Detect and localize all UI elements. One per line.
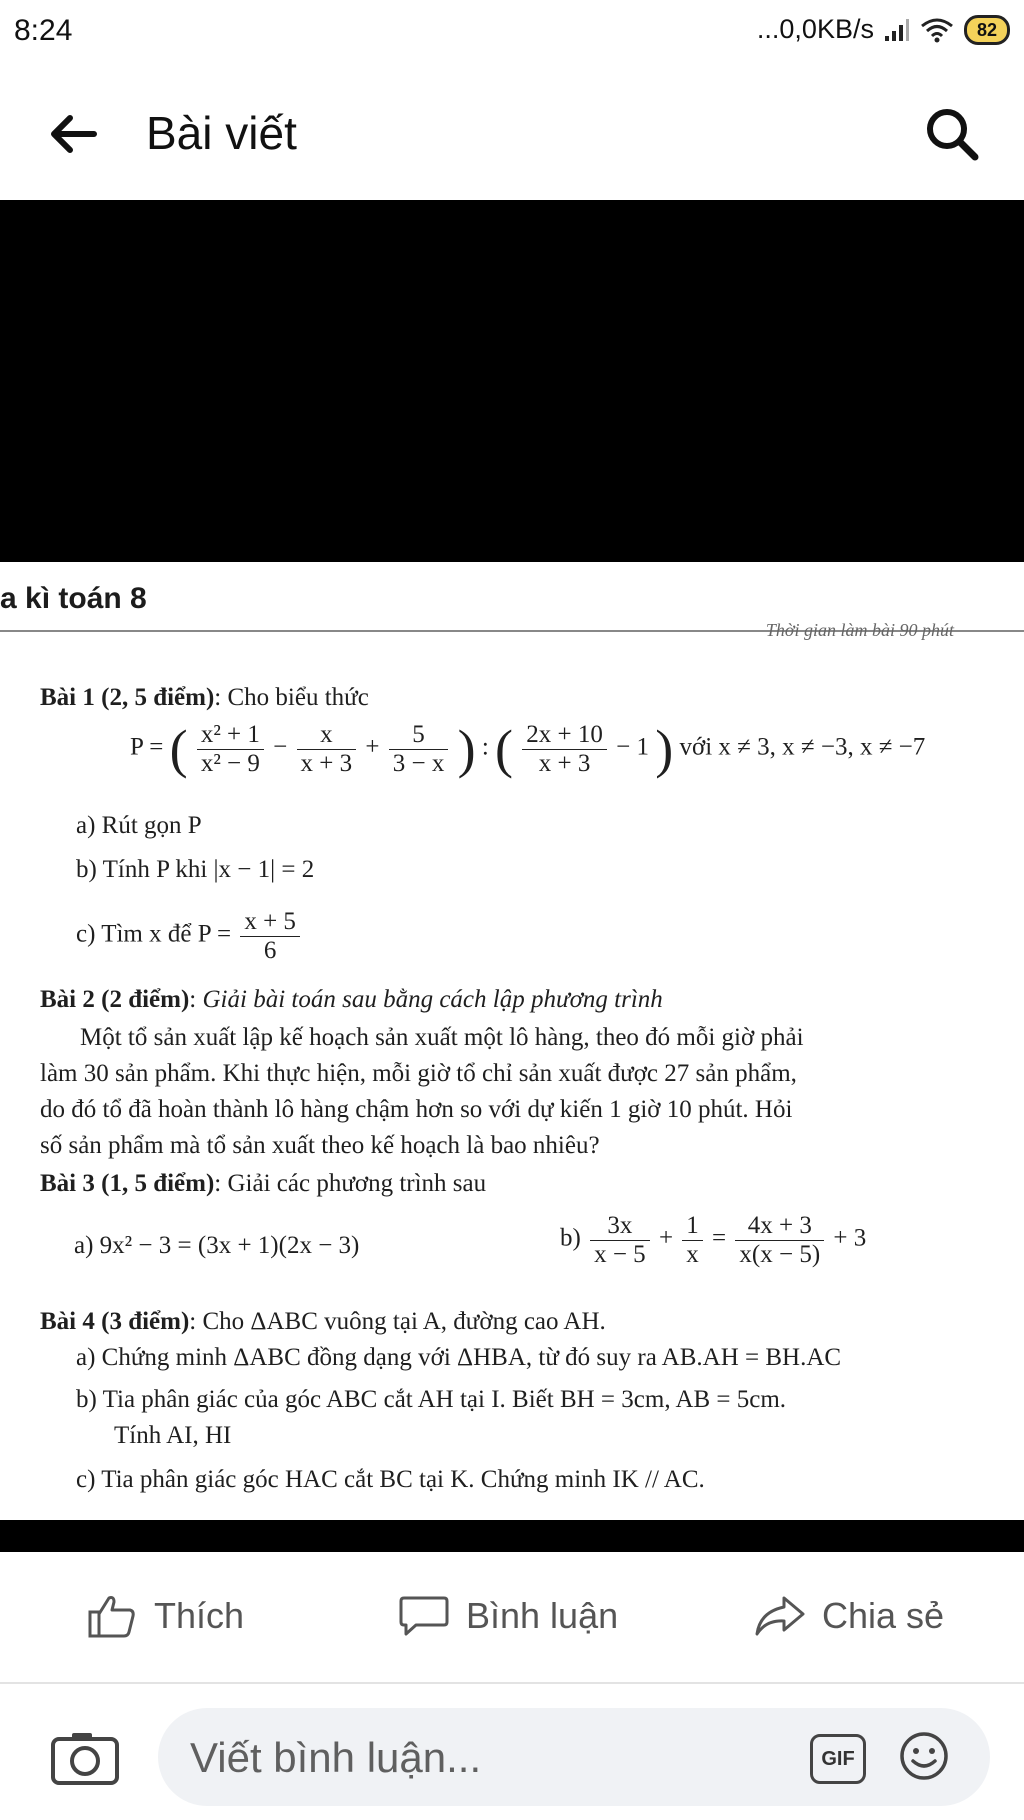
b1-condition: với x ≠ 3, x ≠ −3, x ≠ −7 [679,733,926,761]
b2-line-3: do đó tổ đã hoàn thành lô hàng chậm hơn so với dự kiến 1 giờ 10 phút. Hỏi [40,1096,793,1123]
b1-f3-den: 3 − x [392,749,445,777]
b2-line-2: làm 30 sản phẩm. Khi thực hiện, mỗi giờ tổ chỉ sản xuất được 27 sản phẩm, [40,1060,797,1087]
like-button[interactable] [86,1592,244,1640]
b3-f3-den: x(x − 5) [739,1240,821,1268]
b1-frac-2 [297,721,357,777]
post-actions [0,1552,1024,1682]
post-bottom-black [0,1520,1024,1552]
b1-part-a: a) Rút gọn P [76,812,202,839]
b1-part-b: b) Tính P khi |x − 1| = 2 [76,856,315,883]
b1-part-c [76,908,303,964]
b2-intro: Giải bài toán sau bằng cách lập phương trình [202,986,663,1013]
b4-part-a: a) Chứng minh ΔABC đồng dạng với ΔHBA, từ đó suy ra AB.AH = BH.AC [76,1344,842,1371]
b4-part-b-1: b) Tia phân giác của góc ABC cắt AH tại I. Biết BH = 3cm, AB = 5cm. [76,1386,787,1413]
b2-line-4: số sản phẩm mà tổ sản xuất theo kế hoạch là bao nhiêu? [40,1132,600,1159]
paren-open-2: ( [495,719,514,779]
b3-b-frac-2 [682,1212,703,1268]
comment-box[interactable] [158,1708,990,1806]
b1-c-pre: c) Tìm x để P = [76,920,232,948]
b4-part-c: c) Tia phân giác góc HAC cắt BC tại K. Chứng minh IK // AC. [76,1466,705,1493]
b4-heading-line [40,1308,606,1336]
b1-head: Bài 1 (2, 5 điểm) [40,684,215,711]
b1-c-frac [240,908,300,964]
b3-b-frac-3 [735,1212,824,1268]
exam-document[interactable] [0,640,1024,1520]
status-right [757,14,1010,45]
comment-bubble-icon [398,1592,450,1640]
b1-f4-num: 2x + 10 [522,721,607,750]
battery-indicator: 82 [964,15,1010,45]
minus-sign: − [273,733,288,761]
b4-intro: : Cho ΔABC vuông tại A, đường cao AH. [189,1308,606,1335]
status-bar [0,0,1024,66]
b3-f2-num: 1 [682,1212,703,1241]
page-title: Bài viết [146,107,297,159]
b1-intro: : Cho biểu thức [214,684,369,711]
emoji-icon[interactable] [898,1730,950,1782]
b1-c-num: x + 5 [240,908,300,937]
b2-head: Bài 2 (2 điểm) [40,986,190,1013]
b1-p: P = [130,733,164,761]
comment-composer [0,1684,1024,1820]
b3-f1-num: 3x [590,1212,650,1241]
b2-heading-line: Bài 2 (2 điểm): Giải bài toán sau bằng cách lập phương trình [40,986,663,1013]
b3-head: Bài 3 (1, 5 điểm) [40,1170,215,1197]
b3-f3-num: 4x + 3 [735,1212,824,1241]
b1-frac-3 [389,721,449,777]
b1-f3-num: 5 [389,721,449,750]
comment-input[interactable] [188,1708,792,1808]
b1-f2-num: x [297,721,357,750]
b3-part-a: a) 9x² − 3 = (3x + 1)(2x − 3) [74,1232,360,1259]
thumbs-up-icon [86,1592,138,1640]
comment-label: Bình luận [466,1595,619,1636]
b1-f1-num: x² + 1 [197,721,264,750]
b3-heading-line [40,1170,486,1198]
b3-equals: = [712,1224,727,1252]
paren-close-2: ) [655,719,674,779]
b1-heading-line [40,684,369,712]
wifi-icon [920,17,954,43]
post-media-black[interactable] [0,200,1024,562]
camera-icon[interactable] [50,1730,120,1786]
b3-part-b [560,1212,866,1268]
b3-intro: : Giải các phương trình sau [214,1170,487,1197]
b2-line-1: Một tổ sản xuất lập kế hoạch sản xuất một lô hàng, theo đó mỗi giờ phải [80,1024,804,1051]
network-speed: ...0,0KB/s [756,14,874,44]
paren-open: ( [169,719,188,779]
b1-f2-den: x + 3 [300,749,353,777]
b3-b-frac-1 [590,1212,650,1268]
comment-button[interactable] [398,1592,618,1640]
share-button[interactable] [754,1592,944,1640]
status-time: 8:24 [14,14,73,47]
signal-icon [884,18,910,42]
minus-one: − 1 [616,733,649,761]
b3-f1-den: x − 5 [594,1240,646,1268]
b3-f2-den: x [686,1240,699,1268]
doc-subtitle: Thời gian làm bài 90 phút [765,620,954,640]
b1-frac-4 [522,721,607,777]
b1-frac-1 [197,721,264,777]
search-icon[interactable] [922,104,982,164]
b4-part-b-2: Tính AI, HI [114,1422,232,1449]
app-bar [0,66,1024,200]
b3-b-pre: b) [560,1224,581,1252]
share-label: Chia sẻ [822,1595,945,1636]
b1-f1-den: x² − 9 [200,749,260,777]
gif-button[interactable]: GIF [810,1734,866,1784]
plus-sign: + [365,733,380,761]
doc-title: a kì toán 8 [0,582,147,615]
paren-close: ) [457,719,476,779]
b1-f4-den: x + 3 [538,749,591,777]
b3-plus: + [658,1224,674,1252]
b3-tail: + 3 [833,1224,867,1252]
b1-expression [130,718,925,780]
b4-head: Bài 4 (3 điểm) [40,1308,190,1335]
like-label: Thích [154,1595,245,1636]
divide-sign: : [481,733,489,761]
b1-c-den: 6 [263,936,277,964]
back-arrow-icon[interactable] [46,106,102,162]
share-arrow-icon [754,1592,806,1640]
